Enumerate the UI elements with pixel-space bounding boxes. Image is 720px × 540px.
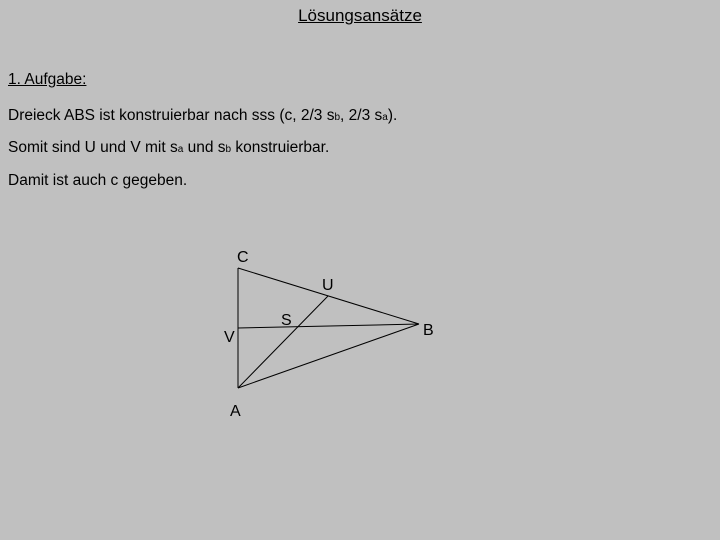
- line2-part2: und s: [183, 139, 226, 156]
- line1-sub-b: b: [334, 112, 341, 123]
- line2-sub-a: a: [177, 144, 184, 155]
- line1-sub-a: a: [382, 112, 388, 123]
- text-line-3: Damit ist auch c gegeben.: [8, 172, 188, 189]
- label-u: U: [322, 277, 334, 294]
- label-a: A: [230, 403, 241, 420]
- line1-part2: , 2/3 s: [340, 107, 383, 124]
- line2-part3: konstruierbar.: [231, 139, 330, 156]
- label-c: C: [237, 249, 249, 266]
- median-a: [238, 296, 328, 388]
- line1-part1: Dreieck ABS ist konstruierbar nach sss (c, 2/3 s: [8, 107, 335, 124]
- slide-title: Lösungsansätze: [298, 6, 422, 25]
- line2-part1: Somit sind U und V mit s: [8, 139, 178, 156]
- line1-part3: ).: [387, 107, 398, 124]
- median-b: [238, 324, 419, 328]
- label-s: S: [281, 312, 292, 329]
- label-v: V: [224, 329, 235, 346]
- label-b: B: [423, 322, 434, 339]
- line2-sub-b: b: [225, 144, 232, 155]
- side-ab: [238, 324, 419, 388]
- task-heading: 1. Aufgabe:: [8, 71, 87, 88]
